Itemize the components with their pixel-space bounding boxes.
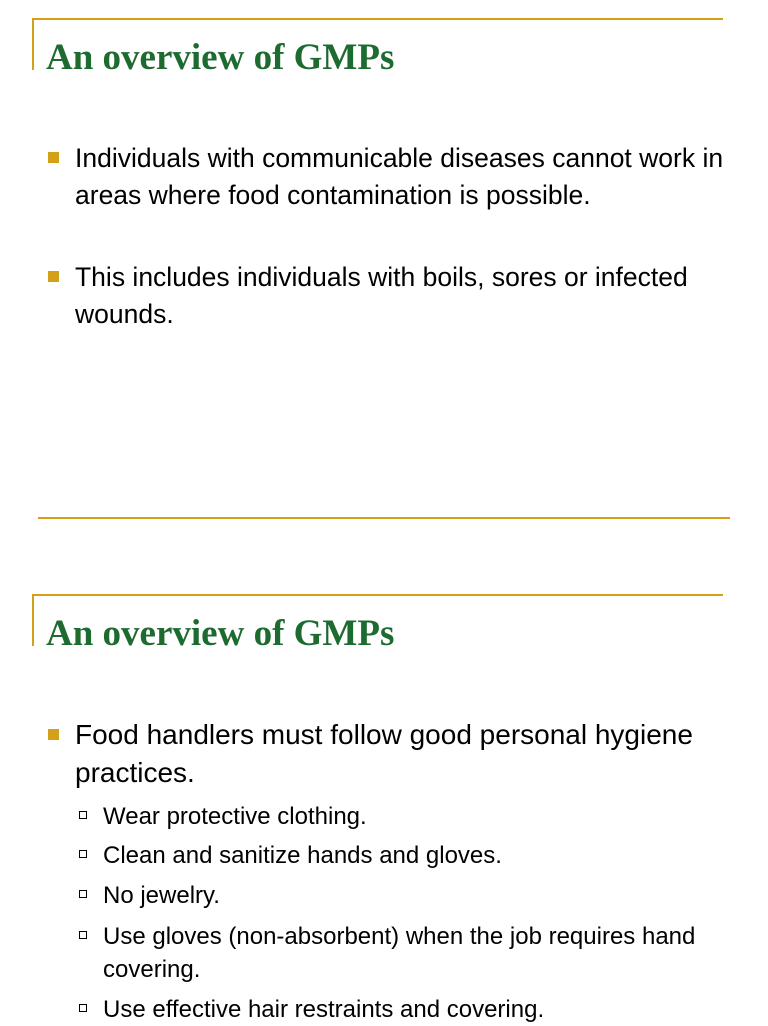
sub-bullet-text: Use gloves (non-absorbent) when the job requires hand covering. [103,923,696,983]
bullet-text: Food handlers must follow good personal hygiene practices. [75,719,693,788]
sub-bullet-text: Wear protective clothing. [103,803,367,830]
title-accent-line [32,594,723,596]
sub-bullet-item [103,839,743,872]
bullet-text: Individuals with communicable diseases cannot work in areas where food contamination is possible. [75,143,724,210]
square-bullet-icon [48,271,59,282]
title-accent-line [32,18,723,20]
sub-bullet-item [103,920,743,986]
square-bullet-icon [48,729,59,740]
hollow-square-bullet-icon [79,1004,87,1012]
sub-bullet-text: Use effective hair restraints and covering. [103,996,545,1023]
square-bullet-icon [48,152,59,163]
bullet-item [75,259,725,333]
sub-bullet-item [103,879,743,912]
hollow-square-bullet-icon [79,850,87,858]
hollow-square-bullet-icon [79,811,87,819]
title-accent-line [32,594,34,646]
sub-bullet-text: No jewelry. [103,882,220,909]
slide-2 [0,580,768,1024]
title-accent-line [32,18,34,70]
hollow-square-bullet-icon [79,931,87,939]
sub-bullet-item [103,993,743,1026]
sub-bullet-item [103,800,743,833]
bullet-text: This includes individuals with boils, sores or infected wounds. [75,262,688,329]
bullet-item [75,140,725,214]
bullet-item [75,716,725,792]
slide-divider [38,517,730,519]
slide-title: An overview of GMPs [46,613,395,654]
sub-bullet-text: Clean and sanitize hands and gloves. [103,842,502,869]
slide-title: An overview of GMPs [46,37,395,78]
hollow-square-bullet-icon [79,890,87,898]
